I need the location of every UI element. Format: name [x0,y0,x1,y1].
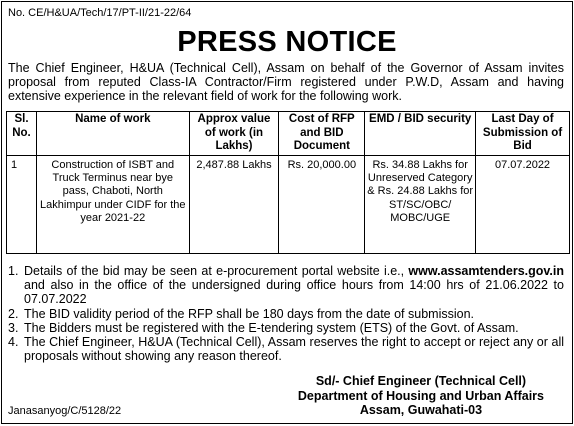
notice-title: PRESS NOTICE [177,26,397,58]
table-row [7,155,570,253]
header-name-of-work: Name of work [36,112,189,156]
signature-line-1: Sd/- Chief Engineer (Technical Cell) [315,374,527,388]
reference-number: No. CE/H&UA/Tech/17/PT-II/21-22/64 [8,7,192,19]
signature-line-2: Department of Housing and Urban Affairs [297,388,544,403]
press-notice-page [1,1,573,424]
note-4-text: The Chief Engineer, H&UA (Technical Cell), Assam reserves the right to accept or reject any or all proposals without showing any reason thereof. [24,335,564,364]
note-1-text-b: and also in the office of the undersigned during office hours from 14:00 hrs of 21.06.2022 to 07.07.2022 [24,278,564,307]
portal-link[interactable]: www.assamtenders.gov.in [408,264,564,278]
note-1-text-a: Details of the bid may be seen at e-procurement portal website i.e., [24,264,409,278]
signature-block [298,374,544,418]
header-emd: EMD / BID security [365,112,476,156]
header-sl-no: Sl. No. [7,112,37,156]
janasanyog-number: Janasanyog/C/5128/22 [8,405,122,417]
notes-list [8,264,564,363]
note-number: 3. [8,320,19,335]
note-3 [8,321,564,335]
cell-cost-rfp: Rs. 20,000.00 [279,155,365,253]
cell-sl-no: 1 [7,155,37,253]
cell-emd: Rs. 34.88 Lakhs for Unreserved Category & Rs. 24.88 Lakhs for ST/SC/OBC/ MOBC/UGE [365,155,476,253]
works-table [6,111,570,254]
signature-line-3: Assam, Guwahati-03 [359,403,483,417]
note-2 [8,307,564,321]
cell-approx-value: 2,487.88 Lakhs [189,155,279,253]
note-3-text: The Bidders must be registered with the E-tendering system (ETS) of the Govt. of Assam. [24,320,519,335]
note-number: 2. [8,306,19,321]
note-number: 1. [8,264,19,278]
note-2-text: The BID validity period of the RFP shall be 180 days from the date of submission. [24,306,474,321]
cell-name-of-work: Construction of ISBT and Truck Terminus near bye pass, Chaboti, North Lakhimpur under CIDF for the year 2021-22 [36,155,189,253]
intro-paragraph: The Chief Engineer, H&UA (Technical Cell), Assam on behalf of the Governor of Assam invites proposal from reputed Class-IA Contractor/Firm registered under P.W.D, Assam and having extensive experience in the relevant field of work for the following work. [8,61,564,104]
header-cost-rfp: Cost of RFP and BID Document [279,112,365,156]
note-number: 4. [8,335,19,350]
header-approx-value: Approx value of work (in Lakhs) [189,112,279,156]
cell-last-day: 07.07.2022 [476,155,570,253]
note-1 [8,264,564,307]
note-4 [8,335,564,363]
header-last-day: Last Day of Submission of Bid [476,112,570,156]
table-header-row [7,112,570,156]
